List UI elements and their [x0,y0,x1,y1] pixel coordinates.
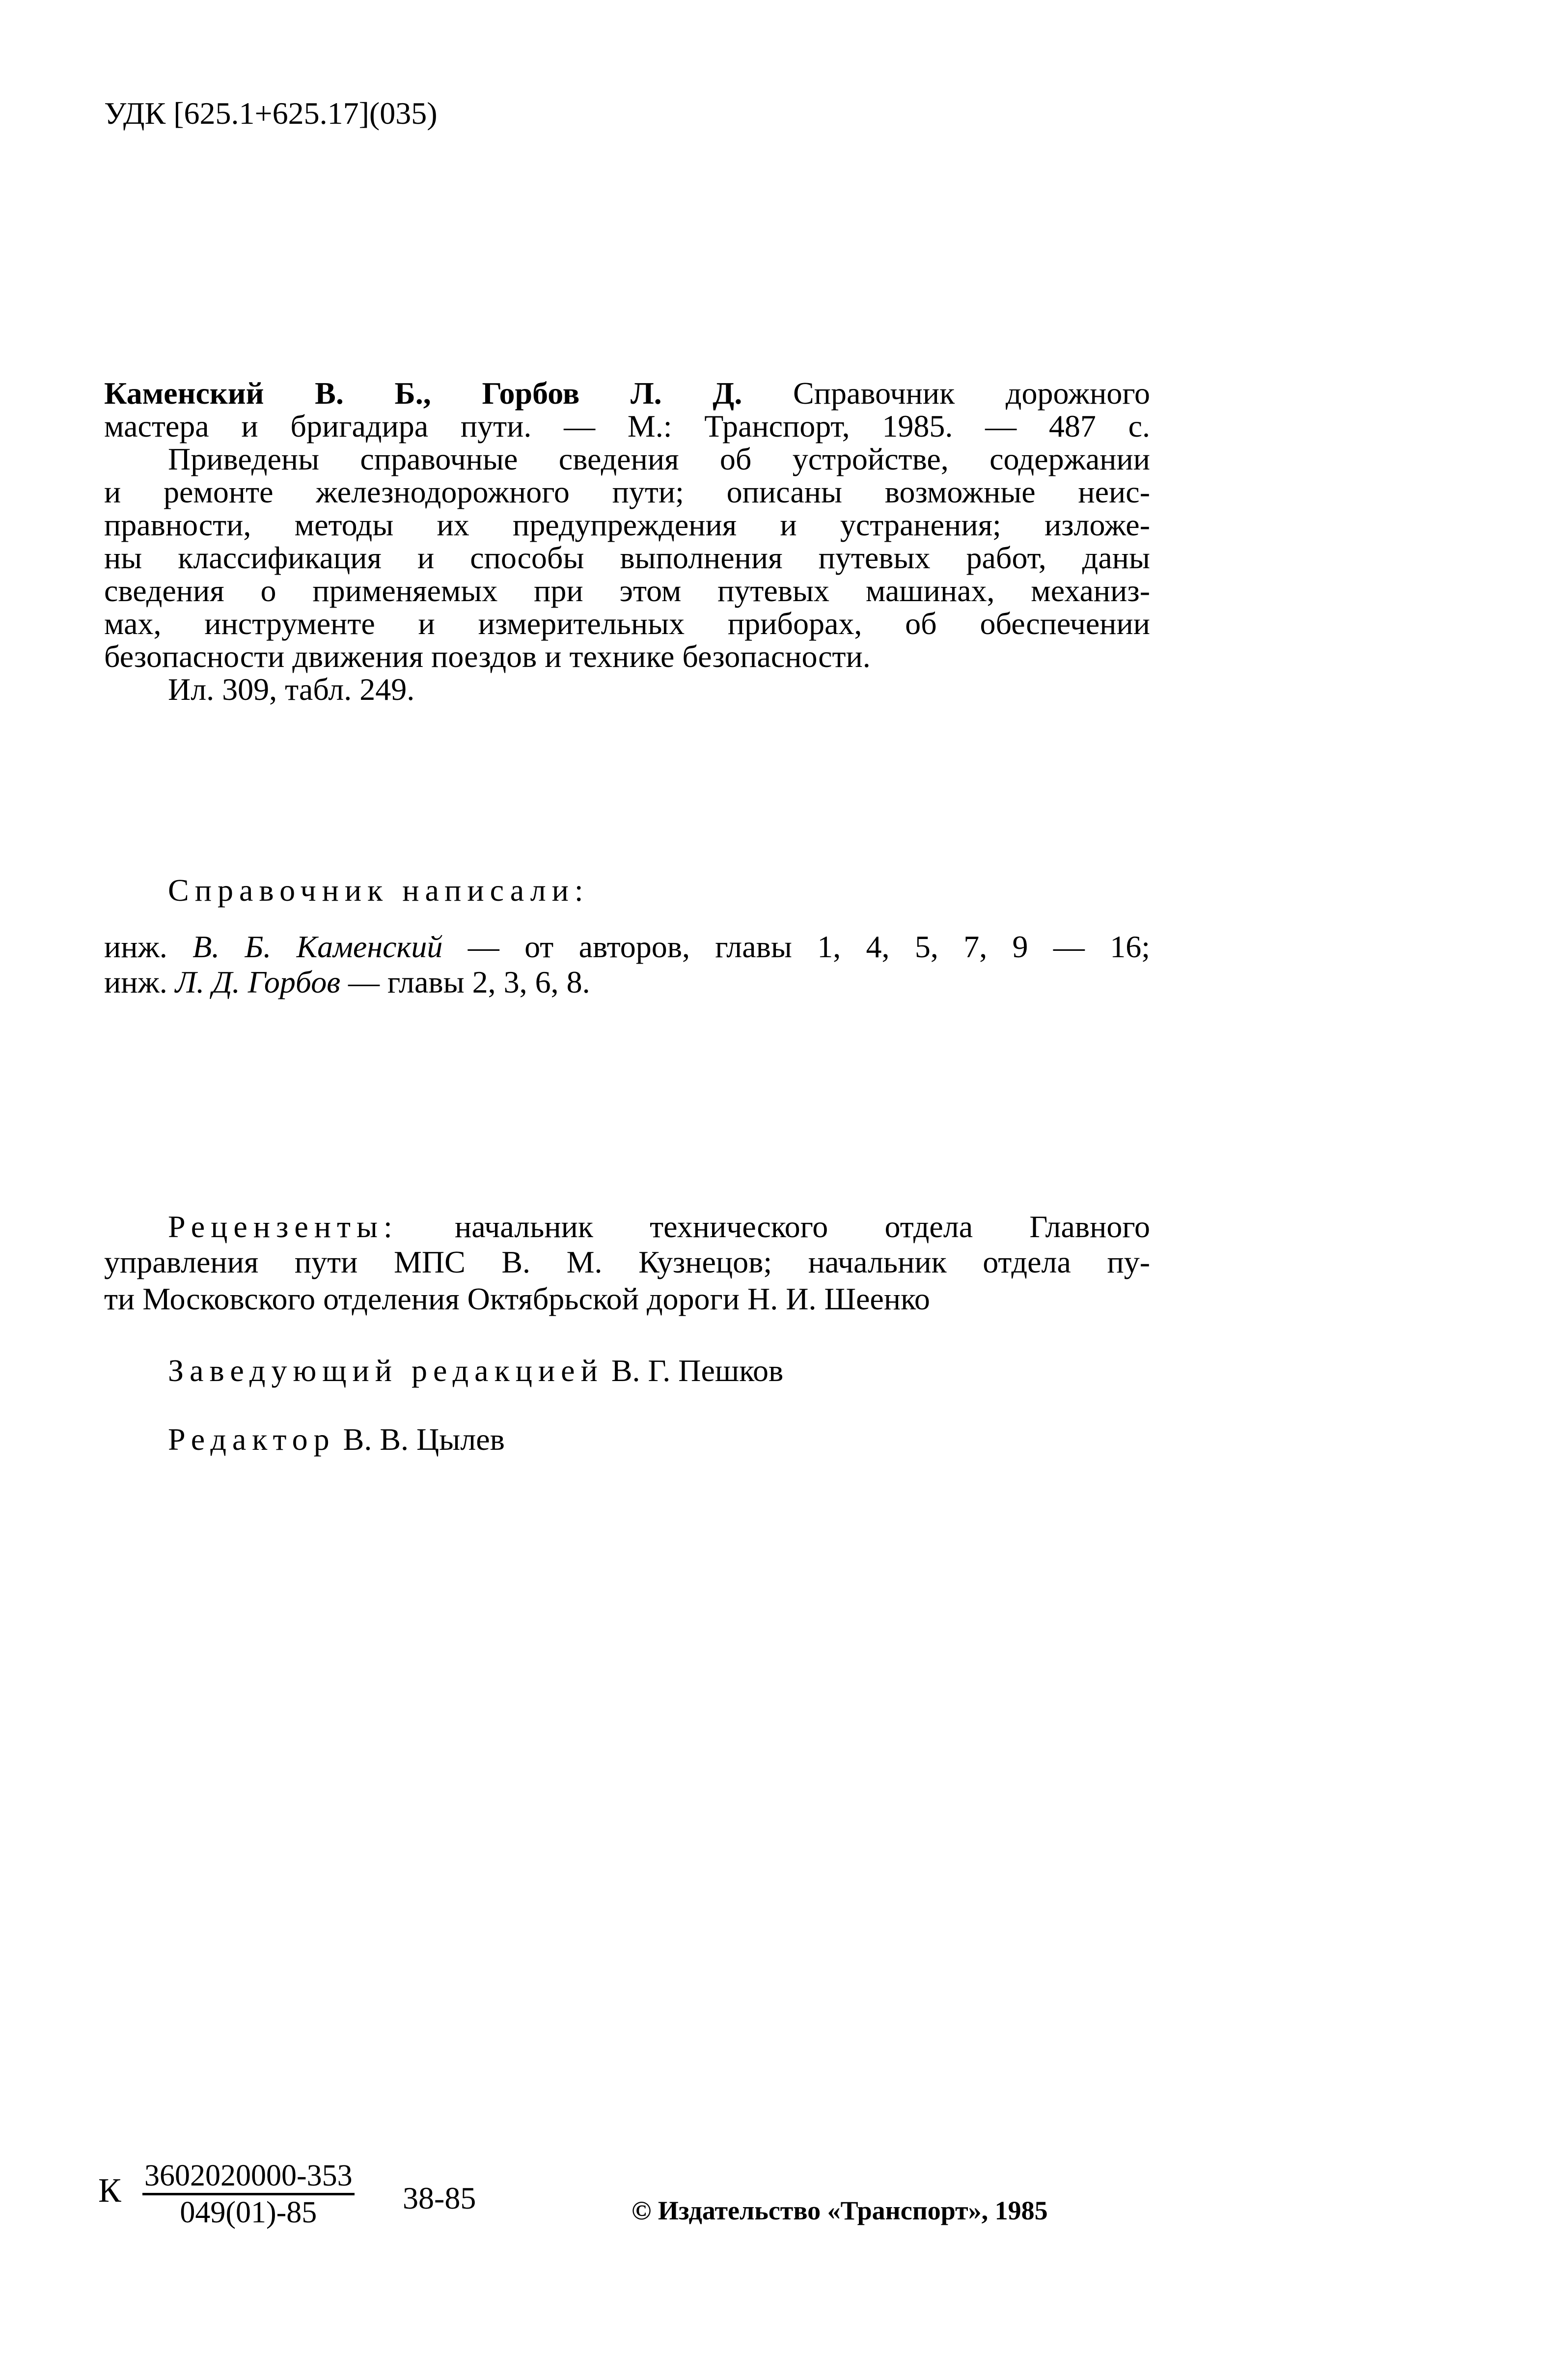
reviewers-line: управления пути МПС В. М. Кузнецов; начальник отдела пу- [104,1245,1150,1279]
author-row [104,965,590,1000]
book-title-start: Справочник дорожного [793,376,1151,411]
author-name: В. Б. Каменский [192,929,443,964]
annotation-line: сведения о применяемых при этом путевых машинах, механиз- [104,573,1150,608]
head-editor-name: В. Г. Пешков [611,1353,784,1388]
author-name: Л. Д. Горбов [175,965,340,999]
reviewers-line [168,1209,1150,1245]
editor-name: В. В. Цылев [343,1422,505,1457]
index-letter: К [98,2172,121,2210]
author-row [104,929,1150,965]
author-chapters: — главы 2, 3, 6, 8. [348,965,590,999]
author-chapters: — от авторов, главы 1, 4, 5, 7, 9 — 16; [467,929,1151,964]
index-suffix: 38-85 [403,2181,476,2215]
annotation-first-line [104,376,1150,411]
index-fraction [142,2159,355,2230]
editor [168,1422,505,1457]
index-numerator: 3602020000-353 [142,2159,355,2195]
author-prefix: инж. [104,929,167,964]
head-editor-label: Заведующий редакцией [168,1353,604,1388]
annotation-line: ны классификация и способы выполнения путевых работ, даны [104,540,1150,575]
annotation-line: и ремонте железнодорожного пути; описаны возможные неис- [104,474,1150,509]
written-by-heading: Справочник написали: [168,873,589,908]
annotation-line: правности, методы их предупреждения и устранения; изложе- [104,507,1150,542]
reviewers-label: Рецензенты: [168,1209,398,1244]
copyright: © Издательство «Транспорт», 1985 [632,2196,1048,2225]
annotation-line: мастера и бригадира пути. — М.: Транспорт, 1985. — 487 с. [104,409,1150,443]
reviewers-text: начальник технического отдела Главного [454,1209,1151,1244]
annotation-line: безопасности движения поездов и технике безопасности. [104,639,871,674]
annotation-line: мах, инструменте и измерительных приборах, об обеспечении [104,606,1150,641]
head-editor [168,1353,783,1388]
author-prefix: инж. [104,965,167,999]
index-denominator: 049(01)-85 [180,2196,317,2229]
illustrations-count: Ил. 309, табл. 249. [168,672,415,707]
annotation-line: Приведены справочные сведения об устройстве, содержании [168,442,1150,476]
editor-label: Редактор [168,1422,335,1457]
reviewers-line: ти Московского отделения Октябрьской дороги Н. И. Шеенко [104,1281,930,1316]
authors: Каменский В. Б., Горбов Л. Д. [104,376,742,411]
udk-code: УДК [625.1+625.17](035) [104,96,438,131]
